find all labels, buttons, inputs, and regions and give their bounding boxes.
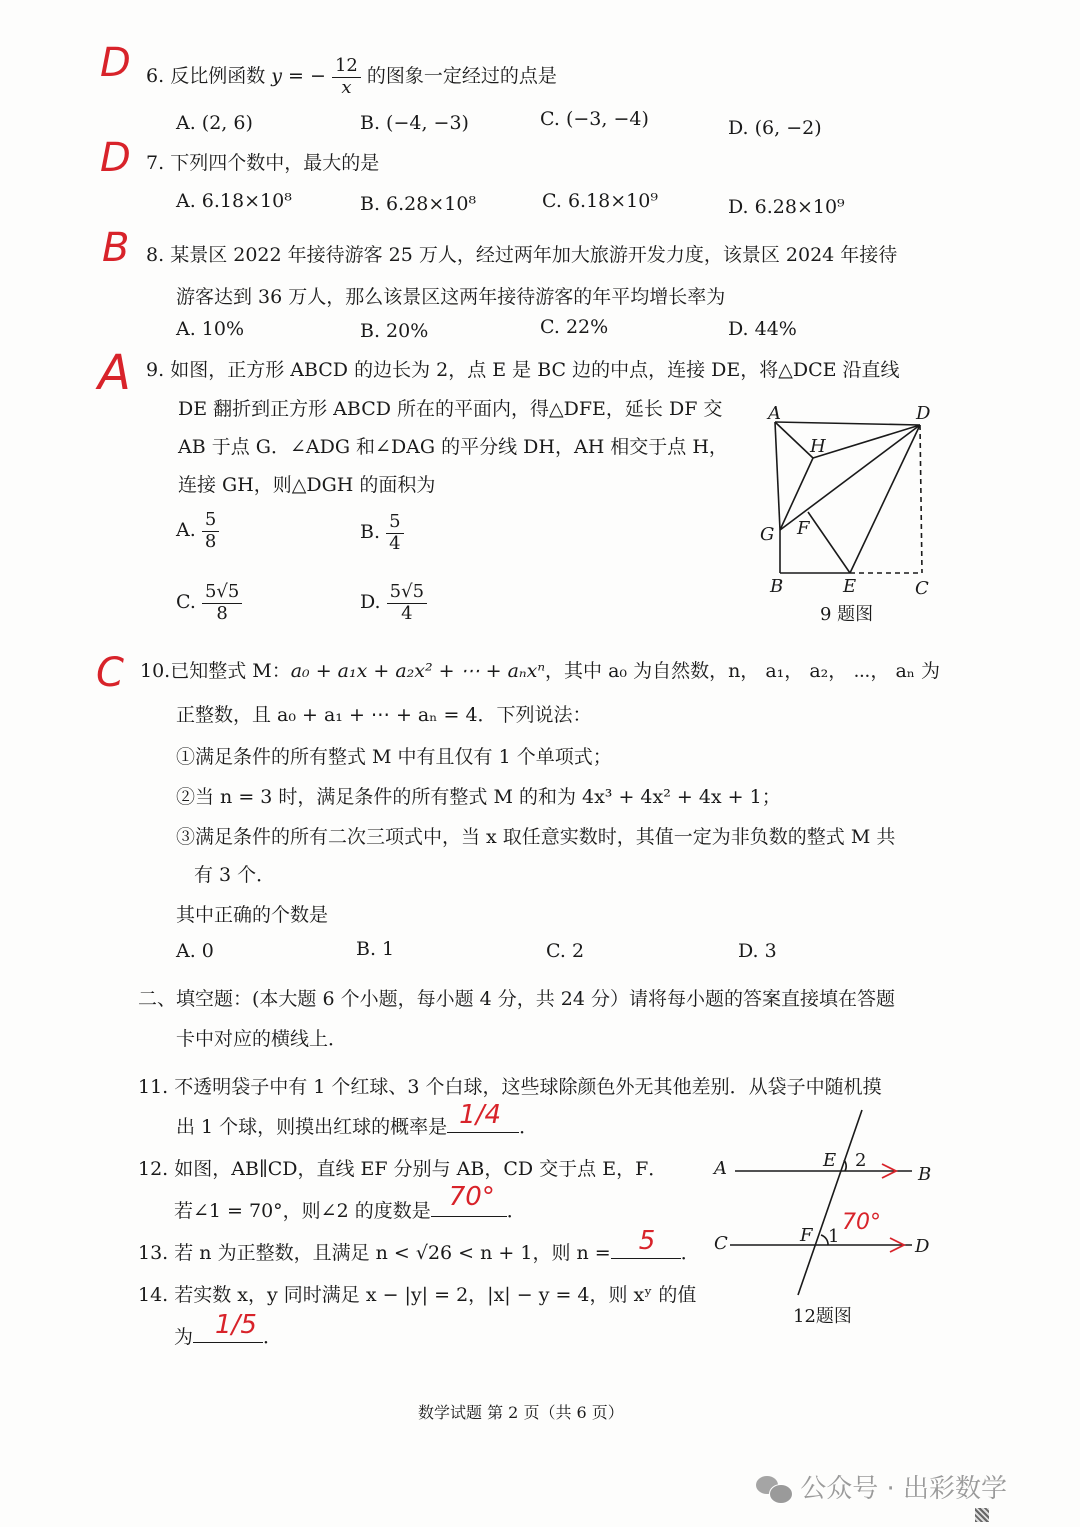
question-14: [138, 1280, 696, 1307]
option-d: D. 6.28×10⁹: [728, 196, 845, 218]
option-d: [360, 582, 427, 624]
stem: 若 n 为正整数，且满足 n < √26 < n + 1，则 n =: [174, 1242, 611, 1264]
stem: ．: [263, 1326, 283, 1348]
option-b: B. 20%: [360, 320, 429, 342]
stem: 如图，正方形 ABCD 的边长为 2，点 E 是 BC 边的中点，连接 DE，将△DCE 沿直线: [170, 359, 900, 381]
label-h: H: [810, 436, 826, 457]
option-a: A. 0: [176, 940, 214, 962]
question-ask: 其中正确的个数是: [176, 904, 329, 926]
stem: 为: [174, 1326, 194, 1348]
question-11-line2: [176, 1100, 539, 1139]
question-number: 6.: [146, 65, 165, 88]
page-footer: 数学试题 第 2 页（共 6 页）: [418, 1403, 624, 1422]
option-c: C. (−3, −4): [540, 108, 649, 130]
question-number: 12.: [138, 1158, 169, 1180]
numerator: 12: [332, 56, 361, 78]
handwritten-answer-q13: 5: [638, 1226, 656, 1256]
question-7: [146, 148, 379, 175]
question-number: 14.: [138, 1284, 169, 1306]
option-label: B.: [360, 521, 381, 544]
question-12-line2: [174, 1182, 526, 1223]
option-a: A. 6.18×10⁸: [176, 190, 292, 212]
stem: ．: [506, 1200, 526, 1222]
fraction: [332, 56, 361, 98]
stem-line: 连接 GH，则△DGH 的面积为: [178, 474, 436, 496]
numerator: 5: [202, 510, 219, 532]
question-11: [138, 1072, 882, 1099]
watermark: [756, 1468, 1007, 1505]
stem: 的图象一定经过的点是: [366, 65, 557, 88]
numerator: 5√5: [202, 582, 242, 604]
section-heading-cont: 卡中对应的横线上．: [176, 1028, 348, 1050]
stem: 若∠1 = 70°，则∠2 的度数是: [174, 1200, 431, 1222]
option-b: B. 6.28×10⁸: [360, 193, 477, 215]
figure-caption-12: 12题图: [793, 1306, 852, 1327]
option-a: A. (2, 6): [176, 112, 253, 134]
numerator: 5√5: [387, 582, 427, 604]
option-a: [176, 510, 219, 552]
stem: 出 1 个球，则摸出红球的概率是: [176, 1116, 448, 1138]
question-number: 10.: [140, 660, 171, 682]
option-label: D.: [360, 591, 381, 614]
answer-blank: [611, 1226, 681, 1259]
stem: ．: [680, 1242, 700, 1264]
fraction: [387, 582, 427, 624]
question-14-line2: [174, 1310, 283, 1349]
handwritten-answer-q11: 1/4: [459, 1100, 502, 1130]
qr-code-icon: [975, 1508, 989, 1522]
figure-q12-parallel-lines: [700, 1100, 950, 1300]
handwritten-answer-q10: C: [96, 650, 124, 696]
question-number: 9.: [146, 359, 165, 381]
fraction: [386, 512, 403, 554]
denominator: 4: [401, 602, 413, 624]
label-angle-2: 2: [855, 1150, 867, 1171]
denominator: 8: [204, 530, 217, 552]
label-c: C: [915, 578, 929, 599]
handwritten-answer-q9: A: [98, 345, 131, 401]
statement-1: ①满足条件的所有整式 M 中有且仅有 1 个单项式；: [176, 746, 612, 768]
handwritten-answer-q6: D: [100, 40, 131, 86]
watermark-text: 公众号 · 出彩数学: [800, 1474, 1008, 1504]
stem: 下列四个数中，最大的是: [170, 152, 380, 174]
label-d: D: [915, 1236, 930, 1257]
label-a: A: [714, 1158, 727, 1179]
option-b: B. (−4, −3): [360, 112, 469, 134]
handwritten-answer-q7: D: [100, 135, 131, 181]
wechat-icon: [756, 1476, 792, 1504]
question-12: [138, 1154, 667, 1181]
option-c: C. 6.18×10⁹: [542, 190, 658, 212]
figure-q9-square: [755, 400, 945, 590]
label-a: A: [768, 403, 781, 424]
handwritten-answer-q12: 70°: [448, 1182, 495, 1212]
answer-blank: [193, 1310, 263, 1343]
label-d: D: [916, 403, 931, 424]
statement-3-cont: 有 3 个．: [194, 864, 276, 886]
stem-line: 正整数，且 a₀ + a₁ + ⋯ + aₙ = 4．下列说法：: [176, 704, 592, 726]
question-6: [146, 56, 557, 98]
denominator: 8: [216, 602, 228, 624]
stem: ，其中 a₀ 为自然数，n， a₁， a₂， ⋯， aₙ 为: [545, 660, 941, 682]
question-8: [146, 240, 897, 267]
numerator: 5: [386, 512, 403, 534]
label-b: B: [770, 576, 784, 597]
question-10: [140, 656, 940, 683]
question-number: 11.: [138, 1076, 169, 1098]
equation: y = −: [271, 65, 326, 88]
stem: 反比例函数: [170, 65, 266, 88]
option-c: [176, 582, 242, 624]
figure-caption-9: 9 题图: [820, 604, 874, 625]
handwritten-answer-q14: 1/5: [215, 1310, 257, 1340]
question-number: 8.: [146, 244, 165, 266]
answer-blank: [431, 1182, 507, 1217]
label-f: F: [800, 1225, 813, 1246]
section-heading: 二、填空题：(本大题 6 个小题，每小题 4 分，共 24 分）请将每小题的答案直接填在答题: [138, 988, 896, 1010]
stem: ．: [519, 1116, 539, 1138]
stem: 如图，AB∥CD，直线 EF 分别与 AB，CD 交于点 E，F．: [174, 1158, 668, 1180]
option-b: [360, 512, 404, 554]
fraction: [202, 510, 219, 552]
option-c: C. 22%: [540, 316, 609, 338]
stem: 若实数 x，y 同时满足 x − |y| = 2，|x| − y = 4，则 xʸ 的值: [174, 1284, 697, 1306]
statement-2: ②当 n = 3 时，满足条件的所有整式 M 的和为 4x³ + 4x² + 4x + 1；: [176, 786, 781, 808]
option-c: C. 2: [546, 940, 585, 962]
option-b: B. 1: [356, 938, 395, 960]
stem: 不透明袋子中有 1 个红球、3 个白球，这些球除颜色外无其他差别．从袋子中随机摸: [174, 1076, 882, 1098]
label-f: F: [797, 518, 810, 539]
answer-blank: [447, 1100, 519, 1133]
question-number: 13.: [138, 1242, 169, 1264]
stem: 某景区 2022 年接待游客 25 万人，经过两年加大旅游开发力度，该景区 2024 年接待: [170, 244, 898, 266]
question-13: [138, 1226, 700, 1265]
stem-line: DE 翻折到正方形 ABCD 所在的平面内，得△DFE，延长 DF 交: [178, 398, 723, 420]
option-label: C.: [176, 591, 196, 614]
denominator: 4: [389, 532, 401, 554]
stem-line: AB 于点 G．∠ADG 和∠DAG 的平分线 DH，AH 相交于点 H，: [178, 436, 728, 458]
expression: a₀ + a₁x + a₂x² + ⋯ + aₙxⁿ: [290, 660, 546, 682]
label-e: E: [843, 576, 857, 597]
denominator: x: [341, 76, 352, 98]
label-c: C: [714, 1233, 728, 1254]
option-label: A.: [176, 519, 196, 542]
question-9: [146, 355, 900, 382]
option-d: D. 3: [738, 940, 777, 962]
label-angle-1: 1: [828, 1226, 840, 1247]
stem-line: 游客达到 36 万人，那么该景区这两年接待游客的年平均增长率为: [176, 286, 726, 308]
statement-3: ③满足条件的所有二次三项式中，当 x 取任意实数时，其值一定为非负数的整式 M 共: [176, 826, 896, 848]
question-number: 7.: [146, 152, 165, 174]
option-d: D. (6, −2): [728, 117, 822, 139]
fraction: [202, 582, 242, 624]
option-d: D. 44%: [728, 318, 797, 340]
handwritten-answer-q8: B: [102, 225, 130, 271]
stem: 已知整式 M：: [170, 660, 291, 682]
label-b: B: [918, 1164, 932, 1185]
handwritten-note-70: 70°: [842, 1210, 881, 1235]
label-e: E: [823, 1150, 837, 1171]
label-g: G: [760, 524, 775, 545]
option-a: A. 10%: [176, 318, 245, 340]
